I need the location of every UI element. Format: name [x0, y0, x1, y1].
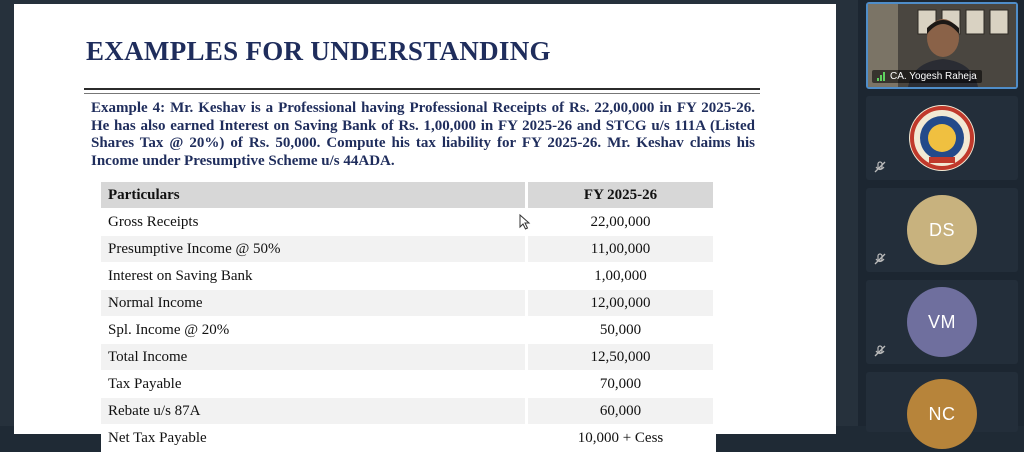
table-row: [101, 263, 715, 290]
table-row: [101, 317, 715, 344]
row-label: Gross Receipts: [101, 209, 527, 236]
participant-tile-ds[interactable]: [866, 188, 1018, 272]
table-row: [101, 425, 715, 452]
title-divider-thin: [84, 93, 760, 94]
row-label: Tax Payable: [101, 371, 527, 398]
row-value: 1,00,000: [527, 263, 715, 290]
participants-panel: [858, 0, 1024, 426]
avatar: NC: [907, 379, 977, 449]
row-value: 11,00,000: [527, 236, 715, 263]
example-description: Example 4: Mr. Keshav is a Professional having Professional Receipts of Rs. 22,00,000 in FY 2025-26. He has also earned Interest on Saving Bank of Rs. 1,00,000 in FY 2025-26 and STCG u/s 111A (Listed Shares Tax @ 20%) of Rs. 50,000. Compute his tax liability for FY 2025-26. Mr. Keshav claims his Income under Presumptive Scheme u/s 44ADA.: [91, 100, 755, 169]
row-label: Interest on Saving Bank: [101, 263, 527, 290]
row-value: 22,00,000: [527, 209, 715, 236]
table-header-row: [101, 182, 715, 209]
participant-tile-logo[interactable]: [866, 96, 1018, 180]
table-row: [101, 236, 715, 263]
row-label: Net Tax Payable: [101, 425, 527, 452]
participant-name-tag: [872, 70, 982, 83]
tax-computation-table: [101, 182, 716, 452]
table-row: [101, 371, 715, 398]
table-row: [101, 209, 715, 236]
row-label: Normal Income: [101, 290, 527, 317]
avatar: DS: [907, 195, 977, 265]
participant-tile-nc[interactable]: [866, 372, 1018, 432]
row-value: 12,00,000: [527, 290, 715, 317]
header-particulars: Particulars: [101, 182, 527, 209]
row-value: 12,50,000: [527, 344, 715, 371]
table-row: [101, 344, 715, 371]
mic-off-icon: [873, 252, 887, 266]
slide-title: EXAMPLES FOR UNDERSTANDING: [86, 36, 551, 66]
title-divider: [84, 88, 760, 90]
row-label: Presumptive Income @ 50%: [101, 236, 527, 263]
participant-name: CA. Yogesh Raheja: [890, 71, 977, 82]
signal-icon: [877, 72, 886, 81]
row-value: 10,000 + Cess: [527, 425, 715, 452]
row-label: Rebate u/s 87A: [101, 398, 527, 425]
row-value: 70,000: [527, 371, 715, 398]
row-label: Total Income: [101, 344, 527, 371]
participant-video-tile[interactable]: [866, 2, 1018, 89]
slide-page: [14, 4, 836, 446]
row-label: Spl. Income @ 20%: [101, 317, 527, 344]
header-fy: FY 2025-26: [527, 182, 715, 209]
mouse-pointer-icon: [519, 214, 531, 230]
table-row: [101, 290, 715, 317]
table-row: [101, 398, 715, 425]
participant-tile-vm[interactable]: [866, 280, 1018, 364]
mic-off-icon: [873, 160, 887, 174]
row-value: 50,000: [527, 317, 715, 344]
avatar: VM: [907, 287, 977, 357]
mic-off-icon: [873, 344, 887, 358]
organization-logo: [907, 103, 977, 173]
row-value: 60,000: [527, 398, 715, 425]
